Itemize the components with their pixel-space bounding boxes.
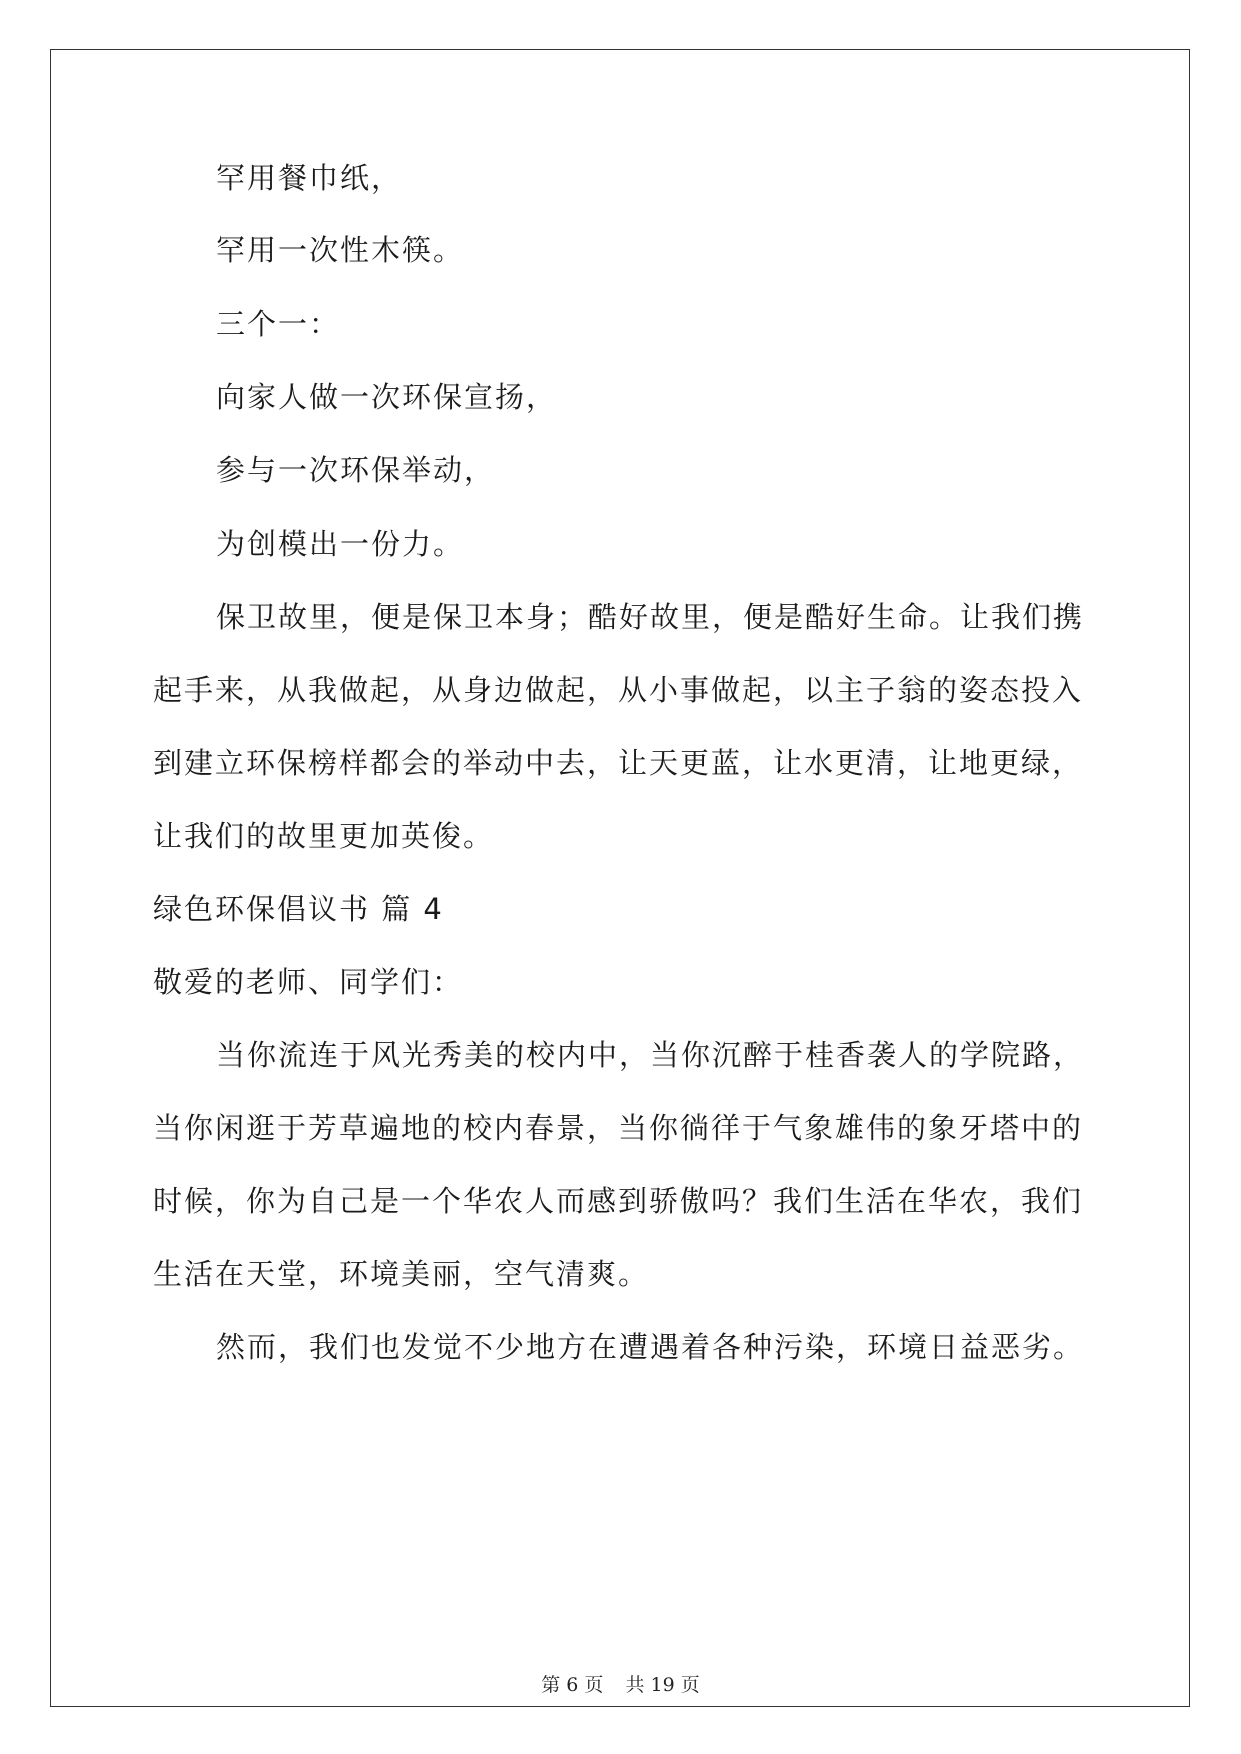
page-number: 第 6 页 (541, 1674, 604, 1696)
paragraph-line: 当你流连于风光秀美的校内中，当你沉醉于桂香袭人的学院路， (216, 1038, 1085, 1072)
text-line: 三个一： (216, 307, 341, 341)
salutation: 敬爱的老师、同学们： (153, 965, 464, 999)
page-footer (0, 1670, 1241, 1697)
text-line: 罕用餐巾纸， (216, 161, 403, 195)
paragraph-line: 时候，你为自己是一个华农人而感到骄傲吗？我们生活在华农，我们 (153, 1184, 1084, 1218)
paragraph-line: 保卫故里，便是保卫本身；酷好故里，便是酷好生命。让我们携 (216, 600, 1085, 634)
paragraph-line: 生活在天堂，环境美丽，空气清爽。 (153, 1257, 650, 1291)
text-line: 参与一次环保举动， (216, 453, 496, 487)
paragraph-line: 到建立环保榜样都会的举动中去，让天更蓝，让水更清，让地更绿， (153, 746, 1084, 780)
text-line: 向家人做一次环保宣扬， (216, 380, 558, 414)
page-total: 共 19 页 (625, 1674, 700, 1696)
paragraph-line: 当你闲逛于芳草遍地的校内春景，当你徜徉于气象雄伟的象牙塔中的 (153, 1111, 1084, 1145)
text-line: 为创模出一份力。 (216, 527, 465, 561)
paragraph-line: 起手来，从我做起，从身边做起，从小事做起，以主子翁的姿态投入 (153, 673, 1084, 707)
text-line: 罕用一次性木筷。 (216, 233, 465, 267)
paragraph-line: 然而，我们也发觉不少地方在遭遇着各种污染，环境日益恶劣。 (216, 1330, 1085, 1364)
section-heading: 绿色环保倡议书 篇 4 (153, 892, 444, 926)
page-border (50, 49, 1190, 1707)
paragraph-line: 让我们的故里更加英俊。 (153, 819, 495, 853)
